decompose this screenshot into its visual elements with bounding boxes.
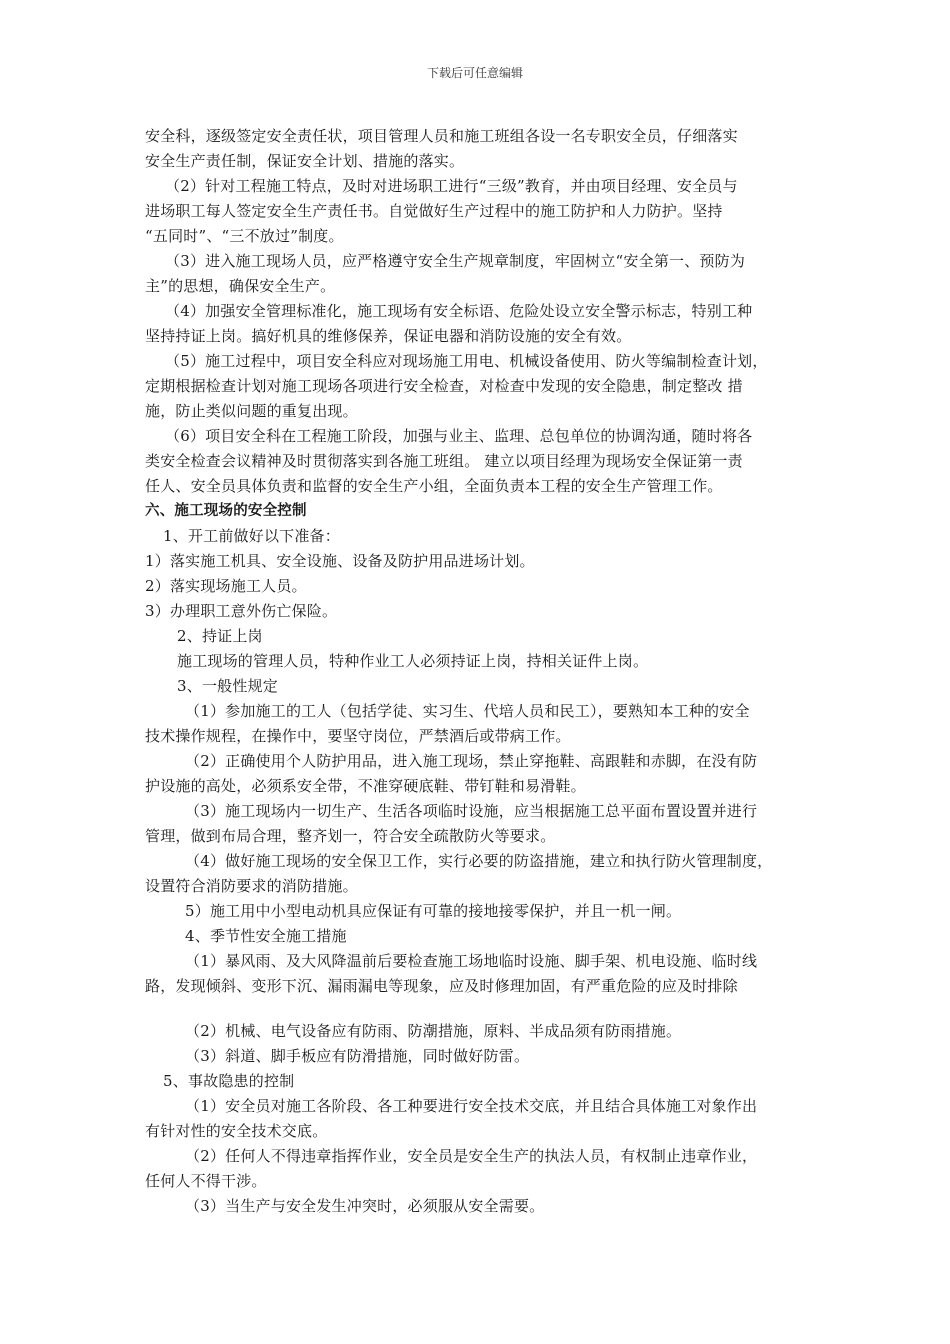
- document-body: [145, 124, 813, 1219]
- paragraph-line: （4）做好施工现场的安全保卫工作，实行必要的防盗措施，建立和执行防火管理制度，: [185, 852, 773, 870]
- paragraph-line: 路，发现倾斜、变形下沉、漏雨漏电等现象，应及时修理加固，有严重危险的应及时排除: [145, 977, 738, 995]
- subsection-heading: 5、事故隐患的控制: [163, 1072, 295, 1090]
- paragraph-line: 技术操作规程，在操作中，要坚守岗位，严禁酒后或带病工作。: [145, 727, 571, 745]
- subsection-heading: 1、开工前做好以下准备：: [163, 527, 340, 545]
- blank-line: [145, 999, 813, 1019]
- paragraph-line: 护设施的高处，必须系安全带，不准穿硬底鞋、带钉鞋和易滑鞋。: [145, 777, 586, 795]
- paragraph-line: 任人、安全员具体负责和监督的安全生产小组，全面负责本工程的安全生产管理工作。: [145, 477, 723, 495]
- list-item: 3）办理职工意外伤亡保险。: [145, 602, 338, 620]
- paragraph-line: 主”的思想，确保安全生产。: [145, 277, 336, 295]
- paragraph-line: 进场职工每人签定安全生产责任书。自觉做好生产过程中的施工防护和人力防护。坚持: [145, 202, 723, 220]
- paragraph-line: （1）参加施工的工人（包括学徒、实习生、代培人员和民工），要熟知本工种的安全: [185, 702, 750, 720]
- paragraph-line: 施，防止类似问题的重复出现。: [145, 402, 358, 420]
- paragraph-line: 5）施工用中小型电动机具应保证有可靠的接地接零保护，并且一机一闸。: [185, 902, 682, 920]
- paragraph-line: （4）加强安全管理标准化，施工现场有安全标语、危险处设立安全警示标志，特别工种: [165, 302, 753, 320]
- paragraph-line: （2）机械、电气设备应有防雨、防潮措施，原料、半成品须有防雨措施。: [185, 1022, 682, 1040]
- paragraph-line: （2）针对工程施工特点，及时对进场职工进行“三级”教育，并由项目经理、安全员与: [165, 177, 738, 195]
- paragraph-line: （3）施工现场内一切生产、生活各项临时设施，应当根据施工总平面布置设置并进行: [185, 802, 758, 820]
- paragraph-line: 设置符合消防要求的消防措施。: [145, 877, 358, 895]
- page-header: 下载后可任意编辑: [426, 66, 523, 80]
- paragraph-line: （3）斜道、脚手板应有防滑措施，同时做好防雷。: [185, 1047, 530, 1065]
- paragraph-line: （3）当生产与安全发生冲突时，必须服从安全需要。: [185, 1197, 545, 1215]
- paragraph-line: 类安全检查会议精神及时贯彻落实到各施工班组。 建立以项目经理为现场安全保证第一责: [145, 452, 743, 470]
- paragraph-line: （2）正确使用个人防护用品，进入施工现场，禁止穿拖鞋、高跟鞋和赤脚，在没有防: [185, 752, 758, 770]
- subsection-heading: 3、一般性规定: [177, 677, 278, 695]
- paragraph-line: （2）任何人不得违章指挥作业，安全员是安全生产的执法人员，有权制止违章作业，: [185, 1147, 758, 1165]
- paragraph-line: “五同时”、“三不放过”制度。: [145, 227, 344, 245]
- paragraph-line: 有针对性的安全技术交底。: [145, 1122, 328, 1140]
- paragraph-line: 任何人不得干涉。: [145, 1172, 267, 1190]
- paragraph-line: 坚持持证上岗。搞好机具的维修保养，保证电器和消防设施的安全有效。: [145, 327, 632, 345]
- subsection-heading: 4、季节性安全施工措施: [185, 927, 347, 945]
- subsection-heading: 2、持证上岗: [177, 627, 263, 645]
- list-item: 1）落实施工机具、安全设施、设备及防护用品进场计划。: [145, 552, 535, 570]
- paragraph-line: 安全科，逐级签定安全责任状，项目管理人员和施工班组各设一名专职安全员，仔细落实: [145, 127, 738, 145]
- paragraph-line: （6）项目安全科在工程施工阶段，加强与业主、监理、总包单位的协调沟通，随时将各: [165, 427, 753, 445]
- paragraph-line: 安全生产责任制，保证安全计划、措施的落实。: [145, 152, 465, 170]
- paragraph-line: （1）暴风雨、及大风降温前后要检查施工场地临时设施、脚手架、机电设施、临时线: [185, 952, 758, 970]
- paragraph-line: （3）进入施工现场人员，应严格遵守安全生产规章制度，牢固树立“安全第一、预防为: [165, 252, 746, 270]
- paragraph-line: （5）施工过程中，项目安全科应对现场施工用电、机械设备使用、防火等编制检查计划，: [165, 352, 768, 370]
- paragraph-line: 定期根据检查计划对施工现场各项进行安全检查，对检查中发现的安全隐患，制定整改 措: [145, 377, 743, 395]
- paragraph-line: （1）安全员对施工各阶段、各工种要进行安全技术交底，并且结合具体施工对象作出: [185, 1097, 758, 1115]
- paragraph-line: 管理，做到布局合理，整齐划一，符合安全疏散防火等要求。: [145, 827, 556, 845]
- paragraph-line: 施工现场的管理人员，特种作业工人必须持证上岗，持相关证件上岗。: [177, 652, 649, 670]
- section-heading: 六、施工现场的安全控制: [145, 503, 307, 519]
- list-item: 2）落实现场施工人员。: [145, 577, 307, 595]
